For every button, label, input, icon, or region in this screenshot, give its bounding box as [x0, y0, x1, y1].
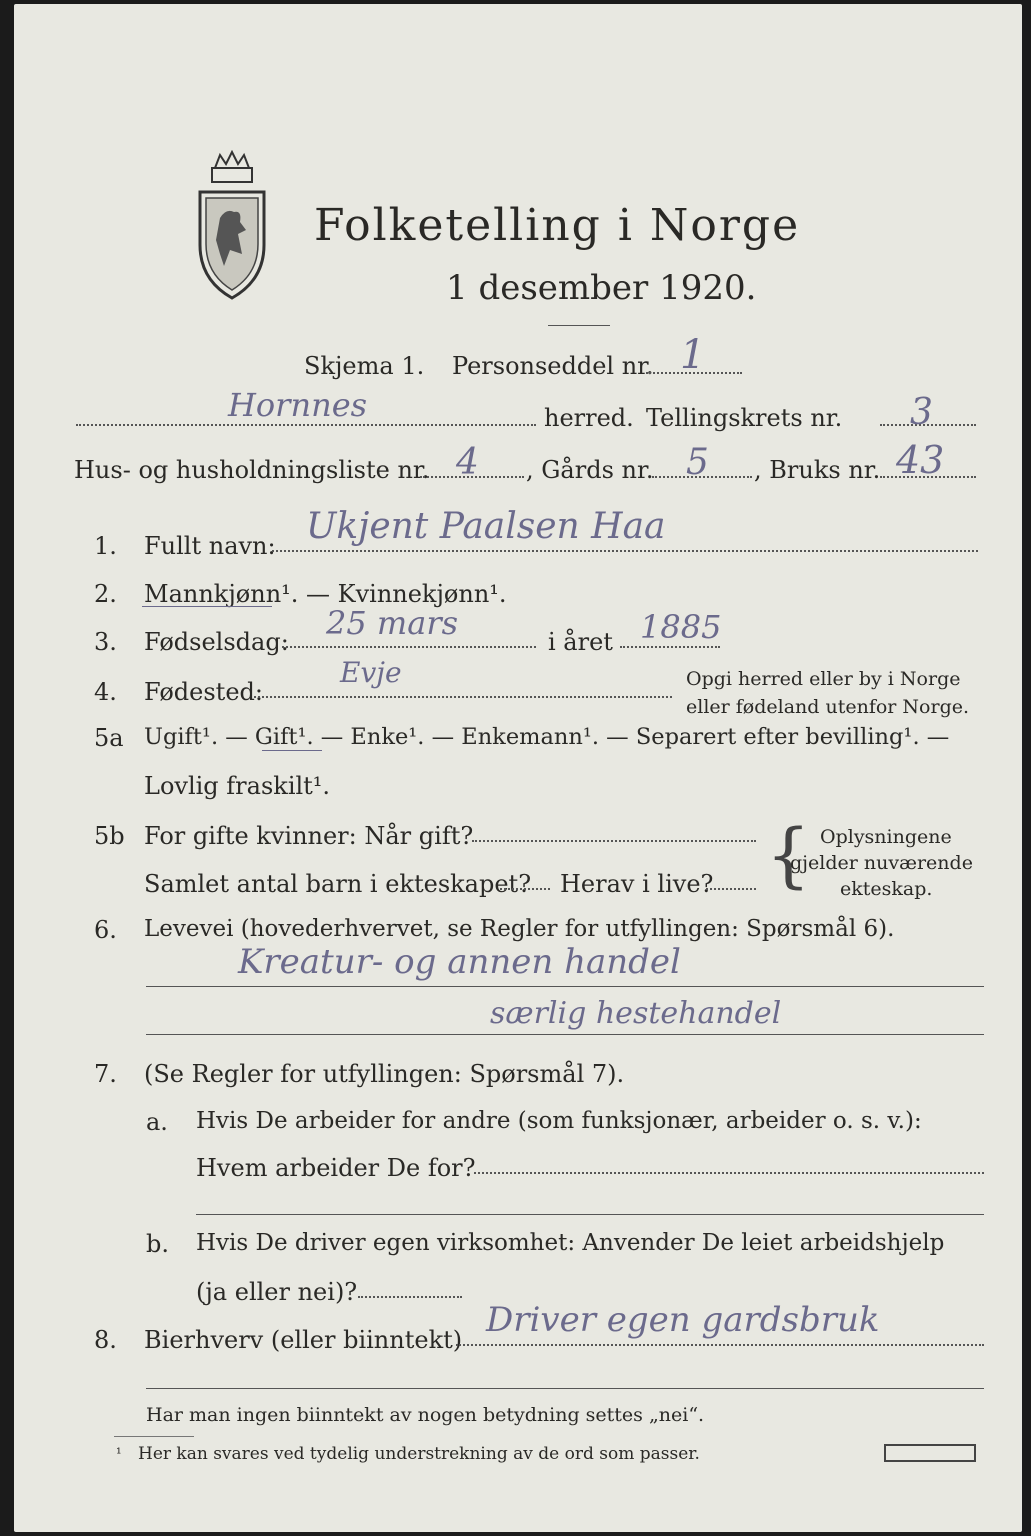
bruks-label: , Bruks nr.: [754, 456, 881, 484]
q5b-children-line: [500, 888, 550, 890]
personseddel-value: 1: [680, 332, 706, 378]
herred-line: [76, 424, 536, 426]
bruks-value: 43: [896, 438, 945, 482]
q2-underline-mannkjonn: [142, 606, 272, 607]
q5b-note-line1: Oplysningene: [820, 826, 952, 848]
coat-of-arms-icon: [190, 150, 275, 300]
q3-year-line: [620, 646, 720, 648]
q1-line: [272, 550, 978, 552]
q8-extra-line: [146, 1388, 984, 1389]
q5b-alive-line: [706, 888, 756, 890]
q3-year-value: 1885: [640, 608, 722, 646]
q1-value: Ukjent Paalsen Haa: [306, 506, 666, 547]
q7b-line2: (ja eller nei)?: [196, 1278, 358, 1306]
form-title: Folketelling i Norge: [314, 200, 801, 251]
q6-value-line2: særlig hestehandel: [490, 996, 782, 1031]
q6-line2: [146, 1034, 984, 1035]
q7a-line1: Hvis De arbeider for andre (som funksjonær, arbeider o. s. v.):: [196, 1108, 922, 1134]
q7-label: (Se Regler for utfyllingen: Spørsmål 7).: [144, 1060, 625, 1088]
footnote-marker: ¹: [116, 1446, 122, 1462]
q3-line: [282, 646, 536, 648]
q6-line1: [146, 986, 984, 987]
q1-number: 1.: [94, 532, 117, 560]
q5a-number: 5a: [94, 724, 124, 752]
q4-value: Evje: [340, 656, 402, 689]
q5b-line1: For gifte kvinner: Når gift?: [144, 822, 474, 850]
q7b-letter: b.: [146, 1230, 169, 1258]
q5b-note-line2: gjelder nuværende: [790, 852, 973, 874]
q5a-line2: Lovlig fraskilt¹.: [144, 772, 331, 800]
q6-value-line1: Kreatur- og annen handel: [238, 942, 681, 982]
q7b-line: [358, 1296, 462, 1298]
q2-number: 2.: [94, 580, 117, 608]
q7b-line1: Hvis De driver egen virksomhet: Anvender De leiet arbeidshjelp: [196, 1230, 945, 1256]
form-date: 1 desember 1920.: [446, 268, 757, 308]
tellingskrets-value: 3: [910, 392, 933, 433]
q7a-line2: Hvem arbeider De for?: [196, 1154, 476, 1182]
q4-note-line2: eller fødeland utenfor Norge.: [686, 696, 970, 718]
q8-line: [456, 1344, 984, 1346]
personseddel-label: Personseddel nr.: [452, 352, 654, 380]
q2-label: Mannkjønn¹. — Kvinnekjønn¹.: [144, 580, 507, 608]
q4-number: 4.: [94, 678, 117, 706]
husliste-label: Hus- og husholdningsliste nr.: [74, 456, 430, 484]
gards-value: 5: [686, 442, 709, 483]
q3-number: 3.: [94, 628, 117, 656]
footnote-divider: [114, 1436, 194, 1437]
title-divider: [548, 325, 610, 326]
q8-value: Driver egen gardsbruk: [486, 1300, 880, 1340]
q5a-underline-gift: [262, 750, 322, 751]
tellingskrets-label: Tellingskrets nr.: [646, 404, 843, 432]
q5b-brace: {: [766, 814, 811, 896]
q4-line: [254, 696, 672, 698]
q4-label: Fødested:: [144, 678, 263, 706]
schema-label: Skjema 1.: [304, 352, 425, 380]
herred-label: herred.: [544, 404, 634, 432]
q5b-married-line: [472, 840, 756, 842]
q5b-note-line3: ekteskap.: [840, 878, 933, 900]
q7a-letter: a.: [146, 1108, 168, 1136]
q3-value: 25 mars: [326, 604, 459, 642]
printer-stamp: [884, 1444, 976, 1462]
herred-value: Hornnes: [228, 386, 368, 424]
q3-label: Fødselsdag:: [144, 628, 289, 656]
no-income-note: Har man ingen biinntekt av nogen betydning settes „nei“.: [146, 1404, 705, 1426]
gards-label: , Gårds nr.: [526, 456, 654, 484]
q6-number: 6.: [94, 916, 117, 944]
q8-label: Bierhverv (eller biinntekt): [144, 1326, 463, 1354]
footnote-text: Her kan svares ved tydelig understrekning av de ord som passer.: [138, 1444, 700, 1464]
q7a-extra-line: [196, 1214, 984, 1215]
q8-number: 8.: [94, 1326, 117, 1354]
husliste-value: 4: [456, 442, 479, 483]
q5b-alive-label: Herav i live?: [560, 870, 714, 898]
q3-year-label: i året: [548, 628, 613, 656]
q7a-line: [474, 1172, 984, 1174]
q5b-number: 5b: [94, 822, 125, 850]
q6-label: Levevei (hovederhvervet, se Regler for utfyllingen: Spørsmål 6).: [144, 916, 895, 942]
q5b-children-label: Samlet antal barn i ekteskapet?: [144, 870, 532, 898]
q4-note-line1: Opgi herred eller by i Norge: [686, 668, 961, 690]
q1-label: Fullt navn:: [144, 532, 276, 560]
q5a-line1: Ugift¹. — Gift¹. — Enke¹. — Enkemann¹. — Separert efter bevilling¹. —: [144, 724, 950, 750]
q7-number: 7.: [94, 1060, 117, 1088]
